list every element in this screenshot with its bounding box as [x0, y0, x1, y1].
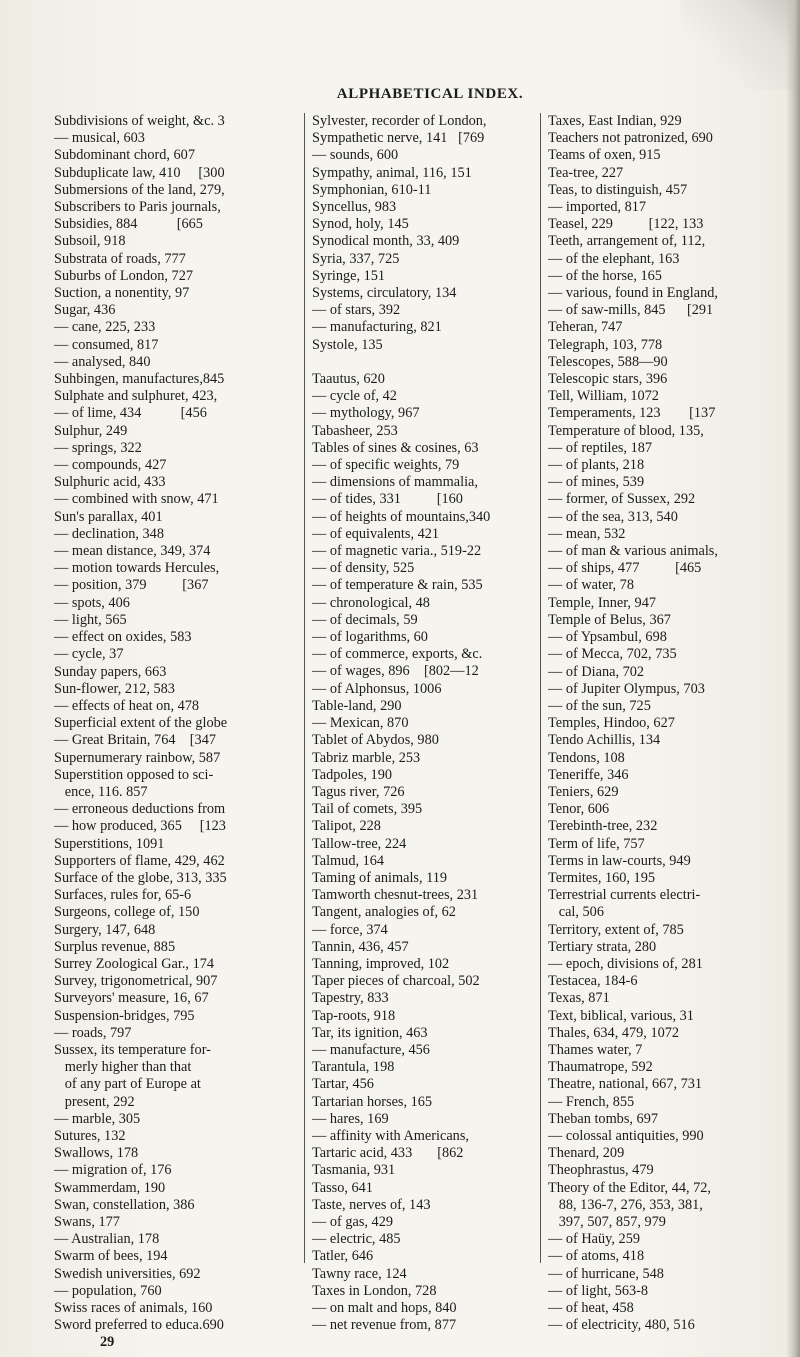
index-entry: — of commerce, exports, &c. [312, 646, 483, 663]
index-entry: — former, of Sussex, 292 [548, 491, 696, 508]
index-entry: Taming of animals, 119 [312, 869, 448, 886]
index-entry: Tatler, 646 [312, 1248, 374, 1265]
index-entry: — of the horse, 165 [548, 267, 662, 284]
index-entry: — imported, 817 [548, 199, 647, 216]
index-entry: Thaumatrope, 592 [548, 1059, 653, 1076]
index-entry: 397, 507, 857, 979 [548, 1214, 666, 1230]
index-entry: Sunday papers, 663 [54, 663, 167, 680]
index-entry: — various, found in England, [548, 285, 718, 302]
index-entry: — consumed, 817 [54, 336, 159, 353]
index-entry: Thenard, 209 [548, 1145, 625, 1162]
index-entry: Tendons, 108 [548, 749, 625, 766]
index-entry: Tablet of Abydos, 980 [312, 732, 439, 749]
index-entry: Supporters of flame, 429, 462 [54, 852, 225, 869]
index-entry: — population, 760 [54, 1282, 162, 1299]
index-entry: Subdivisions of weight, &c. 3 [54, 113, 225, 129]
index-entry: Surgery, 147, 648 [54, 921, 156, 938]
index-entry: Territory, extent of, 785 [548, 921, 684, 938]
index-entry: Swarm of bees, 194 [54, 1248, 168, 1265]
index-entry: Sulphuric acid, 433 [54, 474, 166, 491]
index-entry: Symphonian, 610-11 [312, 181, 432, 198]
index-entry: Suhbingen, manufactures,845 [54, 371, 225, 388]
index-entry: Table-land, 290 [312, 697, 402, 714]
index-entry: Temples, Hindoo, 627 [548, 715, 675, 732]
index-entry: Tasmania, 931 [312, 1162, 396, 1179]
index-entry: — of temperature & rain, 535 [312, 577, 483, 594]
index-entry: — mean, 532 [548, 525, 626, 542]
index-entry: merly higher than that [54, 1059, 192, 1076]
index-entry: Tawny race, 124 [312, 1265, 407, 1282]
index-entry: Suction, a nonentity, 97 [54, 285, 190, 302]
index-entry: Temple of Belus, 367 [548, 611, 671, 628]
index-entry: Sun's parallax, 401 [54, 508, 163, 525]
index-entry: Text, biblical, various, 31 [548, 1007, 694, 1024]
index-entry: Synod, holy, 145 [312, 216, 409, 233]
index-entry: Temple, Inner, 947 [548, 594, 657, 611]
index-entry: — marble, 305 [54, 1110, 141, 1127]
index-entry: Teheran, 747 [548, 319, 623, 336]
index-column-3 [548, 113, 770, 1334]
index-entry: — manufacturing, 821 [312, 319, 442, 336]
index-entry: — motion towards Hercules, [54, 560, 220, 577]
index-entry: Tapestry, 833 [312, 990, 389, 1007]
index-entry: Tartarian horses, 165 [312, 1093, 433, 1110]
index-entry: Sword preferred to educa.690 [54, 1317, 224, 1334]
index-entry: — of the sea, 313, 540 [548, 508, 678, 525]
index-entry: — of the sun, 725 [548, 697, 651, 714]
index-entry: Tail of comets, 395 [312, 801, 423, 818]
index-entry: — on malt and hops, 840 [312, 1300, 457, 1316]
index-entry: Tadpoles, 190 [312, 766, 393, 783]
index-entry: Teneriffe, 346 [548, 766, 629, 783]
index-entry: Surplus revenue, 885 [54, 938, 176, 955]
index-entry: Syringe, 151 [312, 267, 386, 284]
index-entry: Term of life, 757 [548, 835, 645, 852]
index-entry: Surfaces, rules for, 65-6 [54, 887, 192, 904]
index-entry: — migration of, 176 [54, 1162, 172, 1179]
index-entry: Surface of the globe, 313, 335 [54, 869, 227, 886]
index-entry: — of Alphonsus, 1006 [312, 680, 442, 697]
index-entry: — of heights of mountains,340 [312, 508, 491, 525]
index-entry: Sussex, its temperature for- [54, 1041, 211, 1058]
index-entry: Surveyors' measure, 16, 67 [54, 990, 209, 1007]
index-entry: — affinity with Americans, [312, 1127, 469, 1144]
index-entry: Temperaments, 123 [137 [548, 405, 716, 422]
index-entry: Thames water, 7 [548, 1041, 643, 1058]
index-entry: — sounds, 600 [312, 147, 399, 164]
index-entry: — hares, 169 [312, 1110, 389, 1127]
index-entry: — manufacture, 456 [312, 1041, 430, 1058]
index-entry: Substrata of roads, 777 [54, 250, 186, 267]
index-entry: of any part of Europe at [54, 1076, 201, 1093]
index-entry: Tar, its ignition, 463 [312, 1024, 428, 1041]
index-entry: Tell, William, 1072 [548, 388, 659, 405]
index-entry: Terms in law-courts, 949 [548, 852, 691, 869]
index-entry: — French, 855 [548, 1093, 635, 1110]
index-entry: — of light, 563-8 [548, 1282, 649, 1299]
index-entry: Tannin, 436, 457 [312, 938, 409, 955]
index-entry: Terebinth-tree, 232 [548, 818, 658, 835]
index-entry: — position, 379 [367 [54, 577, 209, 594]
page-edge-shadow [786, 0, 800, 1357]
index-entry: — of water, 78 [548, 577, 634, 594]
index-entry: — spots, 406 [54, 594, 130, 611]
column-rule-1 [304, 113, 305, 1263]
index-entry: — dimensions of mammalia, [312, 474, 478, 491]
index-entry: Taautus, 620 [312, 371, 385, 388]
index-entry: Sutures, 132 [54, 1127, 126, 1144]
index-entry: Tap-roots, 918 [312, 1007, 396, 1024]
index-entry: Suburbs of London, 727 [54, 267, 193, 284]
index-entry: Sylvester, recorder of London, [312, 113, 487, 129]
index-entry: — chronological, 48 [312, 594, 430, 611]
index-entry: — of Diana, 702 [548, 663, 645, 680]
index-entry: Theory of the Editor, 44, 72, [548, 1179, 712, 1196]
index-entry: cal, 506 [548, 904, 604, 921]
index-entry: — of Jupiter Olympus, 703 [548, 680, 705, 697]
index-entry: — colossal antiquities, 990 [548, 1127, 704, 1144]
index-entry: — cane, 225, 233 [54, 319, 156, 336]
index-entry: — cycle of, 42 [312, 388, 397, 405]
index-entry: — Great Britain, 764 [347 [54, 732, 216, 749]
index-entry: Subsoil, 918 [54, 233, 126, 250]
index-entry: — analysed, 840 [54, 353, 151, 370]
index-entry: Thales, 634, 479, 1072 [548, 1024, 680, 1041]
index-entry: Tartaric acid, 433 [862 [312, 1145, 464, 1162]
index-entry: Survey, trigonometrical, 907 [54, 973, 218, 990]
index-entry: Tallow-tree, 224 [312, 835, 407, 852]
index-entry: Tangent, analogies of, 62 [312, 904, 456, 921]
index-entry: Tendo Achillis, 134 [548, 732, 661, 749]
index-entry: — of decimals, 59 [312, 611, 418, 628]
index-entry: Theban tombs, 697 [548, 1110, 658, 1127]
index-entry: — of equivalents, 421 [312, 525, 440, 542]
index-entry: — of reptiles, 187 [548, 439, 653, 456]
index-entry: — Mexican, 870 [312, 715, 409, 732]
index-entry: — of atoms, 418 [548, 1248, 645, 1265]
column-rule-2 [540, 113, 541, 1263]
index-entry: — of wages, 896 [802—12 [312, 663, 479, 680]
index-entry: — roads, 797 [54, 1024, 132, 1041]
page-corner-shadow [680, 0, 800, 90]
index-entry: Swans, 177 [54, 1214, 120, 1230]
index-entry: Taste, nerves of, 143 [312, 1196, 431, 1213]
index-entry: — electric, 485 [312, 1231, 401, 1248]
index-entry: Sympathy, animal, 116, 151 [312, 164, 472, 181]
index-entry: Sulphate and sulphuret, 423, [54, 388, 218, 405]
index-entry: — epoch, divisions of, 281 [548, 955, 703, 972]
index-entry: Tarantula, 198 [312, 1059, 395, 1076]
index-entry: ence, 116. 857 [54, 783, 148, 800]
index-entry: Subsidies, 884 [665 [54, 216, 203, 233]
index-entry: Teeth, arrangement of, 112, [548, 233, 706, 250]
index-entry: Tertiary strata, 280 [548, 938, 657, 955]
index-entry: — of Mecca, 702, 735 [548, 646, 677, 663]
index-entry: present, 292 [54, 1093, 135, 1110]
index-entry: — of tides, 331 [160 [312, 491, 463, 508]
index-entry: — of Haüy, 259 [548, 1231, 640, 1248]
index-entry: — of ships, 477 [465 [548, 560, 702, 577]
index-entry: Tabriz marble, 253 [312, 749, 421, 766]
index-entry: Swammerdam, 190 [54, 1179, 166, 1196]
index-entry: — of lime, 434 [456 [54, 405, 207, 422]
index-entry: Sulphur, 249 [54, 422, 128, 439]
index-entry: Supernumerary rainbow, 587 [54, 749, 221, 766]
index-entry: Termites, 160, 195 [548, 869, 656, 886]
index-entry: Taxes in London, 728 [312, 1282, 437, 1299]
index-entry: — effects of heat on, 478 [54, 697, 200, 714]
index-column-1 [54, 113, 298, 1352]
index-entry: — of heat, 458 [548, 1300, 634, 1317]
index-entry: Surrey Zoological Gar., 174 [54, 955, 215, 972]
index-entry: Sugar, 436 [54, 302, 116, 319]
index-entry: — springs, 322 [54, 439, 142, 456]
index-entry: — of gas, 429 [312, 1213, 394, 1230]
index-entry: 88, 136-7, 276, 353, 381, [548, 1196, 703, 1213]
index-entry: Talipot, 228 [312, 818, 381, 835]
index-entry: Systems, circulatory, 134 [312, 285, 457, 302]
index-entry: — of plants, 218 [548, 457, 645, 474]
index-entry: — of electricity, 480, 516 [548, 1317, 695, 1334]
index-entry: — of man & various animals, [548, 543, 718, 560]
index-entry: — erroneous deductions from [54, 801, 226, 818]
index-entry: — mythology, 967 [312, 405, 420, 422]
index-entry: Tabasheer, 253 [312, 422, 398, 439]
index-entry: — of magnetic varia., 519-22 [312, 543, 482, 560]
index-entry: Testacea, 184-6 [548, 973, 638, 990]
index-entry: Superstition opposed to sci- [54, 766, 214, 783]
index-entry: — compounds, 427 [54, 457, 167, 474]
index-entry: — of logarithms, 60 [312, 629, 428, 646]
index-entry [312, 354, 534, 371]
index-entry: — combined with snow, 471 [54, 491, 219, 508]
index-entry: Subdominant chord, 607 [54, 147, 195, 164]
index-entry: — declination, 348 [54, 525, 164, 542]
index-entry: Telescopic stars, 396 [548, 371, 668, 388]
index-entry: — cycle, 37 [54, 646, 124, 663]
index-entry: Taper pieces of charcoal, 502 [312, 973, 480, 990]
index-entry: Telegraph, 103, 778 [548, 336, 663, 353]
index-entry: — of mines, 539 [548, 474, 645, 491]
index-entry: — light, 565 [54, 611, 127, 628]
index-entry: Superficial extent of the globe [54, 715, 228, 732]
index-entry: Tables of sines & cosines, 63 [312, 439, 479, 456]
index-entry: — effect on oxides, 583 [54, 629, 192, 646]
index-entry: Subduplicate law, 410 [300 [54, 164, 225, 181]
index-entry: Teams of oxen, 915 [548, 147, 661, 164]
index-entry: — of saw-mills, 845 [291 [548, 302, 714, 319]
index-entry: Swedish universities, 692 [54, 1265, 201, 1282]
index-entry: Teachers not patronized, 690 [548, 130, 713, 147]
index-entry: Temperature of blood, 135, [548, 422, 704, 439]
index-entry: Syncellus, 983 [312, 199, 397, 216]
index-entry: Theophrastus, 479 [548, 1162, 654, 1179]
index-entry: Teasel, 229 [122, 133 [548, 216, 704, 233]
index-entry: — of Ypsambul, 698 [548, 629, 667, 646]
index-entry: Tagus river, 726 [312, 783, 405, 800]
index-entry: Taxes, East Indian, 929 [548, 113, 682, 129]
index-entry: Tartar, 456 [312, 1076, 374, 1093]
index-entry: Surgeons, college of, 150 [54, 904, 200, 921]
index-entry: Sun-flower, 212, 583 [54, 680, 175, 697]
index-entry: Tasso, 641 [312, 1179, 373, 1196]
index-entry: — of specific weights, 79 [312, 457, 460, 474]
index-entry: Systole, 135 [312, 336, 383, 353]
index-entry: Teas, to distinguish, 457 [548, 181, 688, 198]
index-column-2 [312, 113, 534, 1334]
index-entry: Swallows, 178 [54, 1145, 139, 1162]
index-entry: Theatre, national, 667, 731 [548, 1076, 703, 1093]
index-entry: — force, 374 [312, 921, 388, 938]
index-entry: — Australian, 178 [54, 1231, 160, 1248]
index-entry: Syria, 337, 725 [312, 250, 400, 267]
index-entry: — of hurricane, 548 [548, 1265, 664, 1282]
index-entry: Teniers, 629 [548, 783, 619, 800]
index-entry: — of density, 525 [312, 560, 415, 577]
folio-number: 29 [100, 1334, 115, 1351]
index-entry: Tea-tree, 227 [548, 164, 624, 181]
index-entry: Texas, 871 [548, 990, 610, 1007]
index-entry: Tanning, improved, 102 [312, 955, 450, 972]
index-entry: Superstitions, 1091 [54, 835, 165, 852]
index-entry: — how produced, 365 [123 [54, 818, 226, 835]
index-entry: Terrestrial currents electri- [548, 887, 701, 904]
index-entry: Telescopes, 588—90 [548, 353, 668, 370]
index-entry: Tenor, 606 [548, 801, 610, 818]
index-entry: — musical, 603 [54, 130, 145, 147]
index-entry: — net revenue from, 877 [312, 1317, 457, 1334]
index-entry: Sympathetic nerve, 141 [769 [312, 130, 485, 147]
index-entry: — of stars, 392 [312, 302, 401, 319]
index-entry: — of the elephant, 163 [548, 250, 680, 267]
index-entry: Swan, constellation, 386 [54, 1196, 195, 1213]
index-entry: Submersions of the land, 279, [54, 181, 225, 198]
index-entry: Tamworth chesnut-trees, 231 [312, 887, 479, 904]
index-entry: Subscribers to Paris journals, [54, 199, 221, 216]
index-entry: Swiss races of animals, 160 [54, 1300, 213, 1317]
index-entry: — mean distance, 349, 374 [54, 543, 211, 560]
index-entry: Talmud, 164 [312, 852, 385, 869]
index-entry: Suspension-bridges, 795 [54, 1007, 195, 1024]
page-header: ALPHABETICAL INDEX. [336, 86, 524, 102]
index-entry: Synodical month, 33, 409 [312, 233, 460, 250]
